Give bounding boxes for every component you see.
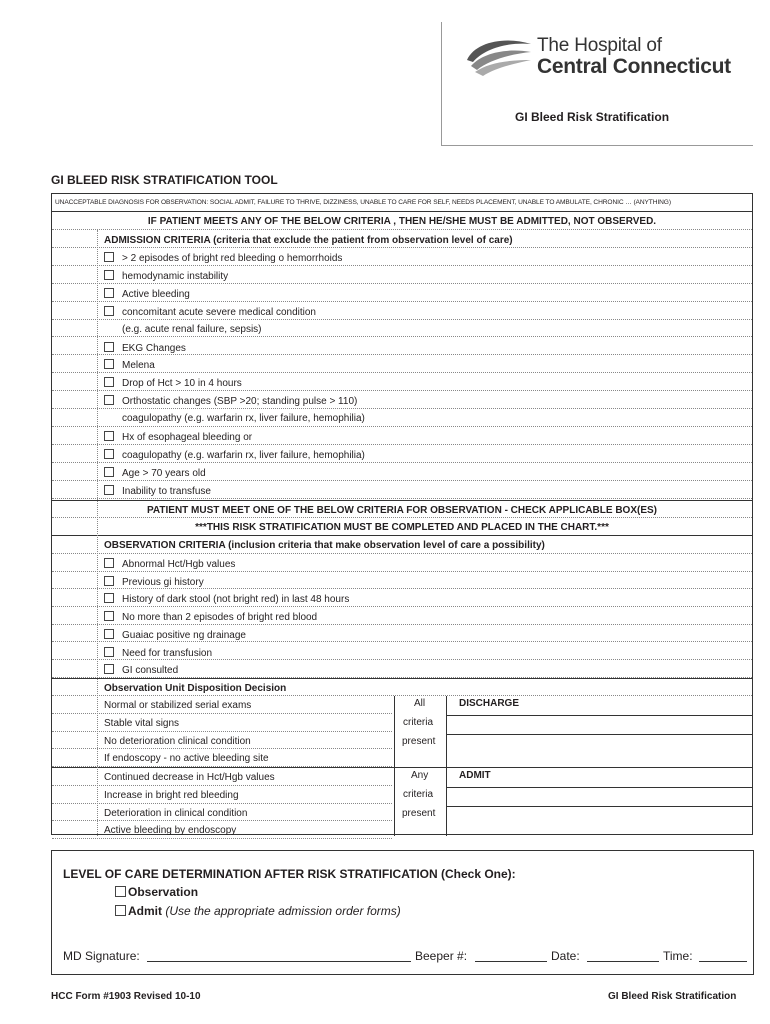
observation-header-row — [52, 536, 752, 554]
admission-item-row — [52, 463, 752, 481]
admission-checkbox[interactable] — [104, 395, 114, 405]
admit-rule-text: IF PATIENT MEETS ANY OF THE BELOW CRITERIA , THEN HE/SHE MUST BE ADMITTED, NOT OBSERVED. — [147, 216, 657, 227]
time-label: Time: — [663, 949, 693, 963]
admit-mid-3: present — [402, 808, 436, 819]
observation-item-row — [52, 625, 752, 643]
admission-checkbox[interactable] — [104, 467, 114, 477]
admission-item-label: > 2 episodes of bright red bleeding o hemorrhoids — [122, 253, 343, 264]
discharge-item: Stable vital signs — [104, 717, 180, 729]
admit-item: Continued decrease in Hct/Hgb values — [104, 772, 275, 783]
discharge-item: Normal or stabilized serial exams — [104, 700, 252, 711]
chart-rule-text: ***THIS RISK STRATIFICATION MUST BE COMPLETED AND PLACED IN THE CHART.*** — [195, 522, 609, 533]
discharge-item-row — [52, 696, 392, 714]
observation-item-row — [52, 607, 752, 625]
tool-title: GI BLEED RISK STRATIFICATION TOOL — [51, 173, 278, 187]
admit-item-row — [52, 804, 392, 822]
admission-checkbox[interactable] — [104, 342, 114, 352]
admission-item-label: concomitant acute severe medical condition — [122, 306, 316, 318]
admission-item-row — [52, 284, 752, 302]
admission-item[interactable] — [104, 270, 228, 282]
observation-item[interactable] — [104, 558, 235, 570]
admit-option-label: Admit — [128, 904, 162, 918]
observation-rule-text: PATIENT MUST MEET ONE OF THE BELOW CRITERIA FOR OBSERVATION - CHECK APPLICABLE BOX(ES) — [146, 505, 657, 516]
admission-item-row — [52, 445, 752, 463]
unacceptable-text: UNACCEPTABLE DIAGNOSIS FOR OBSERVATION: SOCIAL ADMIT, FAILURE TO THRIVE, DIZZINESS, UNABLE TO CARE FOR SELF, NEEDS PLACEMENT, UNABLE TO AMBULATE, CHRONIC … (ANYTHING) — [55, 199, 671, 206]
observation-checkbox[interactable] — [104, 558, 114, 568]
admission-header: ADMISSION CRITERIA (criteria that exclude the patient from observation level of care) — [104, 235, 513, 246]
admission-item-label: Active bleeding — [122, 288, 190, 300]
observation-item[interactable] — [104, 664, 178, 676]
admission-header-row — [52, 230, 752, 248]
admission-item — [104, 413, 365, 424]
admission-item-row — [52, 355, 752, 373]
md-signature-field[interactable] — [147, 961, 411, 962]
disposition-cell-line — [446, 787, 752, 788]
admission-item[interactable] — [104, 306, 316, 318]
observation-item-label: GI consulted — [122, 665, 179, 677]
admission-item-row — [52, 481, 752, 499]
md-signature-label: MD Signature: — [63, 949, 140, 963]
admission-item-row — [52, 373, 752, 391]
beeper-field[interactable] — [475, 961, 547, 962]
admit-item-row — [52, 768, 392, 786]
observation-item-row — [52, 660, 752, 678]
observation-checkbox[interactable] — [104, 664, 114, 674]
admission-item-row — [52, 427, 752, 445]
admit-checkbox[interactable] — [115, 905, 126, 916]
hospital-logo-icon — [465, 36, 535, 78]
time-field[interactable] — [699, 961, 747, 962]
admission-item[interactable] — [104, 467, 206, 479]
header-rule — [441, 145, 753, 146]
discharge-item-row — [52, 749, 392, 767]
admit-option-note: (Use the appropriate admission order forms) — [165, 904, 401, 918]
observation-item-label: Need for transfusion — [122, 647, 213, 659]
admit-rule-row — [52, 212, 752, 230]
discharge-mid-3: present — [402, 736, 436, 747]
discharge-item-row — [52, 714, 392, 732]
admission-item — [104, 324, 262, 335]
admission-item-row — [52, 409, 752, 427]
observation-item[interactable] — [104, 593, 349, 605]
date-label: Date: — [551, 949, 580, 963]
observation-item[interactable] — [104, 629, 246, 641]
observation-item-row — [52, 554, 752, 572]
observation-item-label: No more than 2 episodes of bright red blood — [122, 612, 318, 624]
disposition-cell-line — [446, 734, 752, 735]
observation-label: Observation — [128, 885, 199, 899]
observation-checkbox[interactable] — [104, 629, 114, 639]
observation-item-label: History of dark stool (not bright red) in last 48 hours — [122, 594, 350, 606]
admission-item-label: hemodynamic instability — [122, 270, 229, 282]
observation-item[interactable] — [104, 647, 212, 659]
admission-item-label: Melena — [122, 360, 155, 372]
level-of-care-box — [51, 850, 754, 975]
admission-checkbox[interactable] — [104, 377, 114, 387]
observation-item-row — [52, 643, 752, 661]
disposition-cell-line — [446, 715, 752, 716]
admission-item[interactable] — [104, 342, 186, 354]
admit-item: Deterioration in clinical condition — [104, 807, 248, 819]
admission-item-label: coagulopathy (e.g. warfarin rx, liver failure, hemophilia) — [122, 413, 365, 425]
admission-item-row — [52, 266, 752, 284]
observation-item[interactable] — [104, 611, 317, 623]
admission-item-label: Drop of Hct > 10 in 4 hours — [122, 378, 242, 390]
observation-checkbox[interactable] — [104, 647, 114, 657]
admit-item: Increase in bright red bleeding — [104, 789, 239, 801]
admit-mid-1: Any — [411, 770, 429, 781]
admission-checkbox[interactable] — [104, 431, 114, 441]
observation-item-label: Previous gi history — [122, 576, 204, 588]
admission-item-label: Hx of esophageal bleeding or — [122, 432, 253, 443]
discharge-label: DISCHARGE — [459, 698, 520, 709]
observation-rule-row — [52, 500, 752, 518]
admission-item-label: coagulopathy (e.g. warfarin rx, liver failure, hemophilia) — [122, 449, 365, 461]
footer-form-number: HCC Form #1903 Revised 10-10 — [51, 991, 201, 1002]
observation-checkbox[interactable] — [104, 576, 114, 586]
footer-title: GI Bleed Risk Stratification — [608, 991, 737, 1002]
mid-divider-1 — [394, 696, 395, 836]
admission-item-row — [52, 338, 752, 356]
discharge-item-row — [52, 732, 392, 750]
unacceptable-row — [52, 194, 752, 212]
admission-item[interactable] — [104, 377, 242, 389]
admission-item[interactable] — [104, 449, 365, 461]
admission-item-row — [52, 248, 752, 266]
admit-item-row — [52, 786, 392, 804]
admission-checkbox[interactable] — [104, 270, 114, 280]
criteria-form — [51, 193, 753, 835]
observation-item-row — [52, 589, 752, 607]
admission-item[interactable] — [104, 485, 211, 497]
admit-item-row — [52, 821, 392, 839]
admission-item[interactable] — [104, 252, 342, 264]
mid-divider-2 — [446, 696, 447, 836]
discharge-item: No deterioration clinical condition — [104, 735, 251, 747]
admission-item[interactable] — [104, 288, 190, 300]
admission-checkbox[interactable] — [104, 449, 114, 459]
admit-item: Active bleeding by endoscopy — [104, 825, 237, 837]
admission-item-label: (e.g. acute renal failure, sepsis) — [122, 323, 262, 335]
discharge-mid-2: criteria — [403, 717, 434, 728]
admission-item-label: Age > 70 years old — [122, 467, 206, 479]
option-observation[interactable] — [115, 885, 198, 899]
logo-line-2: Central Connecticut — [537, 55, 731, 78]
observation-item-label: Abnormal Hct/Hgb values — [122, 559, 236, 570]
observation-checkbox[interactable] — [104, 611, 114, 621]
admission-checkbox[interactable] — [104, 359, 114, 369]
admission-item[interactable] — [104, 395, 357, 407]
chart-rule-row — [52, 518, 752, 536]
admission-item-row — [52, 320, 752, 338]
admission-item-label: Orthostatic changes (SBP >20; standing pulse > 110) — [122, 396, 358, 408]
disposition-header: Observation Unit Disposition Decision — [104, 683, 287, 694]
observation-checkbox[interactable] — [115, 886, 126, 897]
admission-checkbox[interactable] — [104, 306, 114, 316]
discharge-item: If endoscopy - no active bleeding site — [104, 753, 269, 765]
disposition-cell-line — [446, 806, 752, 807]
admission-checkbox[interactable] — [104, 252, 114, 262]
admission-item-row — [52, 391, 752, 409]
discharge-mid-1: All — [414, 698, 426, 709]
header-subtitle: GI Bleed Risk Stratification — [515, 110, 670, 124]
beeper-label: Beeper #: — [415, 949, 468, 963]
header-divider — [441, 22, 442, 146]
observation-item-row — [52, 572, 752, 590]
observation-item-label: Guaiac positive ng drainage — [122, 629, 246, 641]
disposition-header-row — [52, 678, 752, 696]
date-field[interactable] — [587, 961, 659, 962]
level-title: LEVEL OF CARE DETERMINATION AFTER RISK STRATIFICATION (Check One): — [63, 867, 516, 881]
admission-item-label: EKG Changes — [122, 342, 186, 354]
logo-line-1: The Hospital of — [537, 35, 662, 56]
admission-item-row — [52, 302, 752, 320]
admission-item-label: Inability to transfuse — [122, 485, 211, 497]
observation-header: OBSERVATION CRITERIA (inclusion criteria that make observation level of care a possibility) — [104, 540, 545, 551]
admit-label: ADMIT — [459, 770, 491, 781]
admission-item[interactable] — [104, 431, 252, 443]
observation-checkbox[interactable] — [104, 593, 114, 603]
admit-mid-2: criteria — [403, 789, 434, 800]
admission-checkbox[interactable] — [104, 288, 114, 298]
option-admit[interactable] — [115, 904, 401, 918]
observation-item[interactable] — [104, 576, 204, 588]
admission-item[interactable] — [104, 359, 155, 371]
admission-checkbox[interactable] — [104, 485, 114, 495]
